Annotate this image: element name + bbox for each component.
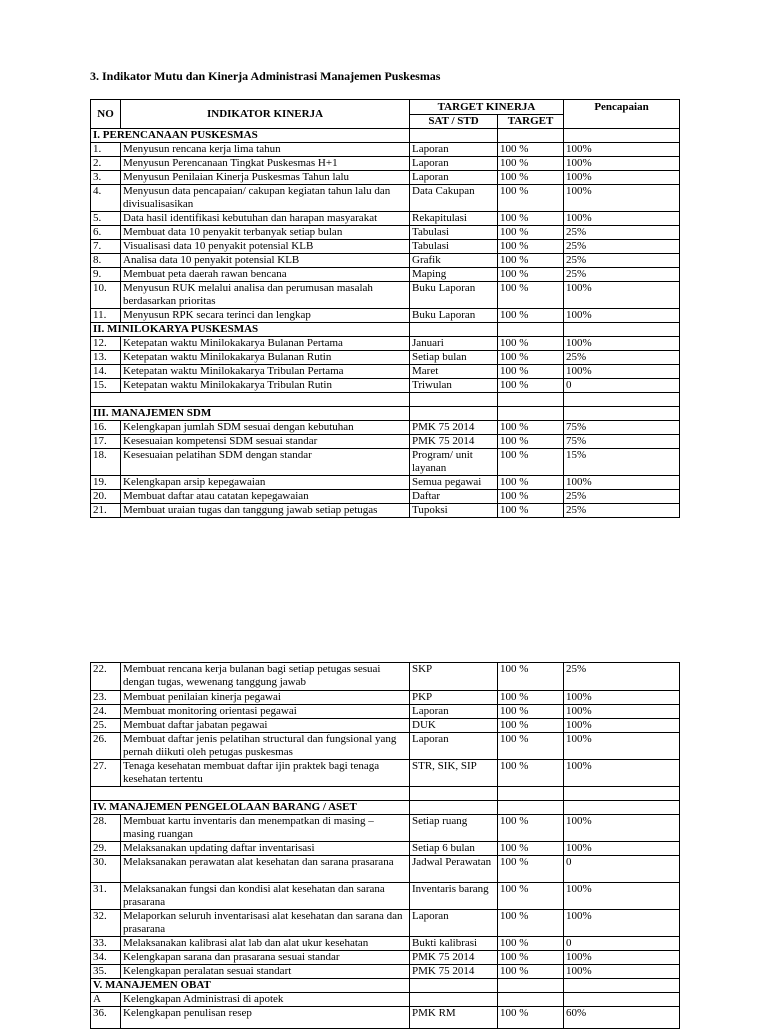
target-value: 100 % (498, 965, 564, 979)
section-title: II. MINILOKARYA PUSKESMAS (91, 323, 410, 337)
target-value: 100 % (498, 282, 564, 309)
pencapaian-value: 100% (564, 965, 680, 979)
indicator-text: Menyusun RPK secara terinci dan lengkap (121, 309, 410, 323)
sat-std-value: PKP (410, 691, 498, 705)
blank-row (91, 393, 680, 407)
row-number: 32. (91, 910, 121, 937)
row-number: 31. (91, 883, 121, 910)
indicator-text: Menyusun rencana kerja lima tahun (121, 143, 410, 157)
target-value: 100 % (498, 254, 564, 268)
target-value: 100 % (498, 883, 564, 910)
table-row (91, 185, 680, 212)
row-number: 2. (91, 157, 121, 171)
table-row (91, 733, 680, 760)
target-value: 100 % (498, 937, 564, 951)
indicator-text: Membuat penilaian kinerja pegawai (121, 691, 410, 705)
table-2-body (91, 663, 680, 1029)
empty-cell (410, 801, 498, 815)
target-value: 100 % (498, 663, 564, 691)
pencapaian-value: 25% (564, 351, 680, 365)
table-row (91, 883, 680, 910)
pencapaian-value: 100% (564, 883, 680, 910)
target-value: 100 % (498, 365, 564, 379)
indicator-text: Melaporkan seluruh inventarisasi alat kesehatan dan sarana dan prasarana (121, 910, 410, 937)
target-value: 100 % (498, 268, 564, 282)
indicator-table-1 (90, 99, 680, 518)
indicator-text: Ketepatan waktu Minilokakarya Bulanan Rutin (121, 351, 410, 365)
target-value: 100 % (498, 490, 564, 504)
table-row (91, 309, 680, 323)
pencapaian-value: 100% (564, 691, 680, 705)
row-number: 14. (91, 365, 121, 379)
row-number: 15. (91, 379, 121, 393)
pencapaian-value: 25% (564, 490, 680, 504)
sat-std-value: Data Cakupan (410, 185, 498, 212)
indicator-text: Membuat kartu inventaris dan menempatkan di masing – masing ruangan (121, 815, 410, 842)
target-value: 100 % (498, 143, 564, 157)
target-value: 100 % (498, 435, 564, 449)
pencapaian-value: 100% (564, 760, 680, 787)
target-value: 100 % (498, 1007, 564, 1029)
pencapaian-value: 100% (564, 733, 680, 760)
indicator-text: Membuat rencana kerja bulanan bagi setiap petugas sesuai dengan tugas, wewenang tanggung jawab (121, 663, 410, 691)
target-value: 100 % (498, 379, 564, 393)
indicator-text: Kelengkapan jumlah SDM sesuai dengan kebutuhan (121, 421, 410, 435)
target-value: 100 % (498, 309, 564, 323)
pencapaian-value: 25% (564, 254, 680, 268)
indicator-text: Menyusun Perencanaan Tingkat Puskesmas H+1 (121, 157, 410, 171)
indicator-text: Menyusun data pencapaian/ cakupan kegiatan tahun lalu dan divisualisasikan (121, 185, 410, 212)
indicator-text: Melaksanakan updating daftar inventarisasi (121, 842, 410, 856)
target-value: 100 % (498, 691, 564, 705)
empty-cell (564, 393, 680, 407)
sat-std-value: Tabulasi (410, 226, 498, 240)
sat-std-value: Inventaris barang (410, 883, 498, 910)
pencapaian-value: 75% (564, 435, 680, 449)
empty-cell (410, 129, 498, 143)
sat-std-value: STR, SIK, SIP (410, 760, 498, 787)
table-row (91, 268, 680, 282)
table-row (91, 337, 680, 351)
target-value: 100 % (498, 351, 564, 365)
sat-std-value: PMK 75 2014 (410, 435, 498, 449)
section-title: IV. MANAJEMEN PENGELOLAAN BARANG / ASET (91, 801, 410, 815)
table-row (91, 705, 680, 719)
row-number: 30. (91, 856, 121, 883)
section-row (91, 801, 680, 815)
table-row (91, 254, 680, 268)
indicator-text: Analisa data 10 penyakit potensial KLB (121, 254, 410, 268)
section-row (91, 407, 680, 421)
target-value: 100 % (498, 815, 564, 842)
table-row (91, 421, 680, 435)
target-value: 100 % (498, 212, 564, 226)
table-row (91, 663, 680, 691)
sat-std-value: Buku Laporan (410, 309, 498, 323)
empty-cell (91, 787, 410, 801)
indicator-text: Visualisasi data 10 penyakit potensial KLB (121, 240, 410, 254)
empty-cell (564, 129, 680, 143)
row-number: 22. (91, 663, 121, 691)
row-number: 11. (91, 309, 121, 323)
empty-cell (564, 801, 680, 815)
row-number: 10. (91, 282, 121, 309)
pencapaian-value: 0 (564, 379, 680, 393)
table-row (91, 1007, 680, 1029)
pencapaian-value: 100% (564, 171, 680, 185)
row-number: 23. (91, 691, 121, 705)
section-title: I. PERENCANAAN PUSKESMAS (91, 129, 410, 143)
row-number: 25. (91, 719, 121, 733)
row-number: 12. (91, 337, 121, 351)
table-row (91, 951, 680, 965)
pencapaian-value: 100% (564, 157, 680, 171)
sat-std-value: PMK RM (410, 1007, 498, 1029)
pencapaian-value: 100% (564, 951, 680, 965)
indicator-text: Ketepatan waktu Minilokakarya Bulanan Pertama (121, 337, 410, 351)
table-row (91, 842, 680, 856)
pencapaian-value: 100% (564, 185, 680, 212)
target-value: 100 % (498, 719, 564, 733)
target-value: 100 % (498, 951, 564, 965)
sat-std-value: PMK 75 2014 (410, 965, 498, 979)
indicator-text: Membuat data 10 penyakit terbanyak setiap bulan (121, 226, 410, 240)
table-row (91, 435, 680, 449)
indicator-text: Kelengkapan arsip kepegawaian (121, 476, 410, 490)
indicator-text: Kelengkapan Administrasi di apotek (121, 993, 410, 1007)
empty-cell (498, 979, 564, 993)
target-value: 100 % (498, 504, 564, 518)
pencapaian-value: 25% (564, 268, 680, 282)
indicator-text: Membuat daftar jabatan pegawai (121, 719, 410, 733)
sat-std-value: Setiap 6 bulan (410, 842, 498, 856)
empty-cell (498, 801, 564, 815)
sat-std-value: Program/ unit layanan (410, 449, 498, 476)
sat-std-value: Laporan (410, 705, 498, 719)
indicator-text: Melaksanakan perawatan alat kesehatan dan sarana prasarana (121, 856, 410, 883)
sat-std-value (410, 993, 498, 1007)
table-row (91, 365, 680, 379)
sat-std-value: Setiap ruang (410, 815, 498, 842)
indicator-text: Melaksanakan kalibrasi alat lab dan alat ukur kesehatan (121, 937, 410, 951)
sat-std-value: Laporan (410, 733, 498, 760)
indicator-text: Membuat uraian tugas dan tanggung jawab setiap petugas (121, 504, 410, 518)
row-number: 16. (91, 421, 121, 435)
sat-std-value: SKP (410, 663, 498, 691)
target-value: 100 % (498, 240, 564, 254)
empty-cell (498, 323, 564, 337)
empty-cell (564, 787, 680, 801)
target-value: 100 % (498, 476, 564, 490)
row-number: 3. (91, 171, 121, 185)
target-value: 100 % (498, 421, 564, 435)
target-value: 100 % (498, 171, 564, 185)
empty-cell (498, 129, 564, 143)
target-value: 100 % (498, 842, 564, 856)
sat-std-value: Grafik (410, 254, 498, 268)
row-number: 21. (91, 504, 121, 518)
table-row (91, 212, 680, 226)
target-value: 100 % (498, 733, 564, 760)
table-row (91, 937, 680, 951)
pencapaian-value: 100% (564, 143, 680, 157)
section-row (91, 129, 680, 143)
target-value: 100 % (498, 185, 564, 212)
row-number: 5. (91, 212, 121, 226)
sat-std-value: Buku Laporan (410, 282, 498, 309)
pencapaian-value: 100% (564, 337, 680, 351)
pencapaian-value: 100% (564, 815, 680, 842)
col-header-no: NO (91, 100, 121, 129)
table-row (91, 910, 680, 937)
table-row (91, 760, 680, 787)
pencapaian-value: 100% (564, 282, 680, 309)
indicator-text: Menyusun Penilaian Kinerja Puskesmas Tahun lalu (121, 171, 410, 185)
pencapaian-value: 100% (564, 842, 680, 856)
table-row (91, 504, 680, 518)
indicator-table-2 (90, 662, 680, 1029)
row-number: 17. (91, 435, 121, 449)
row-number: A (91, 993, 121, 1007)
empty-cell (410, 787, 498, 801)
pencapaian-value: 100% (564, 365, 680, 379)
indicator-text: Kelengkapan peralatan sesuai standart (121, 965, 410, 979)
indicator-text: Kesesuaian pelatihan SDM dengan standar (121, 449, 410, 476)
table-row (91, 379, 680, 393)
row-number: 20. (91, 490, 121, 504)
indicator-text: Membuat daftar jenis pelatihan structural dan fungsional yang pernah diikuti oleh petugas puskesmas (121, 733, 410, 760)
row-number: 8. (91, 254, 121, 268)
sat-std-value: Laporan (410, 157, 498, 171)
indicator-text: Tenaga kesehatan membuat daftar ijin praktek bagi tenaga kesehatan tertentu (121, 760, 410, 787)
pencapaian-value (564, 993, 680, 1007)
row-number: 35. (91, 965, 121, 979)
pencapaian-value: 60% (564, 1007, 680, 1029)
row-number: 33. (91, 937, 121, 951)
empty-cell (410, 407, 498, 421)
table-1-body (91, 129, 680, 518)
sat-std-value: DUK (410, 719, 498, 733)
pencapaian-value: 25% (564, 504, 680, 518)
target-value: 100 % (498, 910, 564, 937)
sat-std-value: Daftar (410, 490, 498, 504)
empty-cell (410, 393, 498, 407)
row-number: 1. (91, 143, 121, 157)
indicator-text: Membuat peta daerah rawan bencana (121, 268, 410, 282)
col-header-indikator: INDIKATOR KINERJA (121, 100, 410, 129)
row-number: 4. (91, 185, 121, 212)
sat-std-value: Bukti kalibrasi (410, 937, 498, 951)
row-number: 27. (91, 760, 121, 787)
indicator-text: Data hasil identifikasi kebutuhan dan harapan masyarakat (121, 212, 410, 226)
blank-row (91, 787, 680, 801)
row-number: 29. (91, 842, 121, 856)
table-row (91, 282, 680, 309)
sat-std-value: Semua pegawai (410, 476, 498, 490)
sat-std-value: Laporan (410, 143, 498, 157)
pencapaian-value: 100% (564, 309, 680, 323)
row-number: 6. (91, 226, 121, 240)
target-value: 100 % (498, 705, 564, 719)
pencapaian-value: 100% (564, 910, 680, 937)
empty-cell (91, 393, 410, 407)
row-number: 28. (91, 815, 121, 842)
table-row (91, 490, 680, 504)
row-number: 34. (91, 951, 121, 965)
row-number: 18. (91, 449, 121, 476)
empty-cell (498, 787, 564, 801)
col-header-target-kinerja: TARGET KINERJA (410, 100, 564, 115)
target-value: 100 % (498, 449, 564, 476)
indicator-text: Kelengkapan sarana dan prasarana sesuai standar (121, 951, 410, 965)
empty-cell (498, 393, 564, 407)
pencapaian-value: 75% (564, 421, 680, 435)
sat-std-value: Maping (410, 268, 498, 282)
section-title: III. MANAJEMEN SDM (91, 407, 410, 421)
table-row (91, 157, 680, 171)
section-title: V. MANAJEMEN OBAT (91, 979, 410, 993)
table-row (91, 719, 680, 733)
pencapaian-value: 100% (564, 705, 680, 719)
table-row (91, 965, 680, 979)
table-row (91, 476, 680, 490)
pencapaian-value: 25% (564, 226, 680, 240)
target-value: 100 % (498, 760, 564, 787)
table-row (91, 240, 680, 254)
indicator-text: Menyusun RUK melalui analisa dan perumusan masalah berdasarkan prioritas (121, 282, 410, 309)
pencapaian-value: 100% (564, 212, 680, 226)
sat-std-value: Tupoksi (410, 504, 498, 518)
section-row (91, 979, 680, 993)
col-header-pencapaian: Pencapaian (564, 100, 680, 129)
empty-cell (564, 323, 680, 337)
table-row (91, 993, 680, 1007)
row-number: 9. (91, 268, 121, 282)
sat-std-value: Tabulasi (410, 240, 498, 254)
table-row (91, 691, 680, 705)
table-row (91, 171, 680, 185)
sat-std-value: PMK 75 2014 (410, 421, 498, 435)
target-value: 100 % (498, 856, 564, 883)
indicator-text: Kelengkapan penulisan resep (121, 1007, 410, 1029)
table-row (91, 449, 680, 476)
pencapaian-value: 25% (564, 663, 680, 691)
pencapaian-value: 100% (564, 719, 680, 733)
empty-cell (410, 323, 498, 337)
table-row (91, 815, 680, 842)
indicator-text: Kesesuaian kompetensi SDM sesuai standar (121, 435, 410, 449)
table-row (91, 351, 680, 365)
indicator-text: Membuat daftar atau catatan kepegawaian (121, 490, 410, 504)
indicator-text: Membuat monitoring orientasi pegawai (121, 705, 410, 719)
section-row (91, 323, 680, 337)
target-value: 100 % (498, 337, 564, 351)
target-value: 100 % (498, 226, 564, 240)
empty-cell (564, 407, 680, 421)
sat-std-value: Jadwal Perawatan (410, 856, 498, 883)
sat-std-value: PMK 75 2014 (410, 951, 498, 965)
sat-std-value: Triwulan (410, 379, 498, 393)
pencapaian-value: 100% (564, 476, 680, 490)
indicator-text: Melaksanakan fungsi dan kondisi alat kesehatan dan sarana prasarana (121, 883, 410, 910)
empty-cell (564, 979, 680, 993)
indicator-text: Ketepatan waktu Minilokakarya Tribulan Pertama (121, 365, 410, 379)
empty-cell (410, 979, 498, 993)
row-number: 7. (91, 240, 121, 254)
table-row (91, 226, 680, 240)
table-row (91, 856, 680, 883)
sat-std-value: Setiap bulan (410, 351, 498, 365)
table-row (91, 143, 680, 157)
row-number: 24. (91, 705, 121, 719)
sat-std-value: Maret (410, 365, 498, 379)
sat-std-value: Januari (410, 337, 498, 351)
row-number: 26. (91, 733, 121, 760)
sat-std-value: Laporan (410, 171, 498, 185)
pencapaian-value: 0 (564, 937, 680, 951)
col-header-sat-std: SAT / STD (410, 115, 498, 129)
row-number: 13. (91, 351, 121, 365)
indicator-text: Ketepatan waktu Minilokakarya Tribulan Rutin (121, 379, 410, 393)
target-value (498, 993, 564, 1007)
pencapaian-value: 0 (564, 856, 680, 883)
pencapaian-value: 25% (564, 240, 680, 254)
document-heading: 3. Indikator Mutu dan Kinerja Administrasi Manajemen Puskesmas (90, 69, 441, 83)
row-number: 19. (91, 476, 121, 490)
row-number: 36. (91, 1007, 121, 1029)
target-value: 100 % (498, 157, 564, 171)
sat-std-value: Rekapitulasi (410, 212, 498, 226)
pencapaian-value: 15% (564, 449, 680, 476)
sat-std-value: Laporan (410, 910, 498, 937)
col-header-target: TARGET (498, 115, 564, 129)
empty-cell (498, 407, 564, 421)
